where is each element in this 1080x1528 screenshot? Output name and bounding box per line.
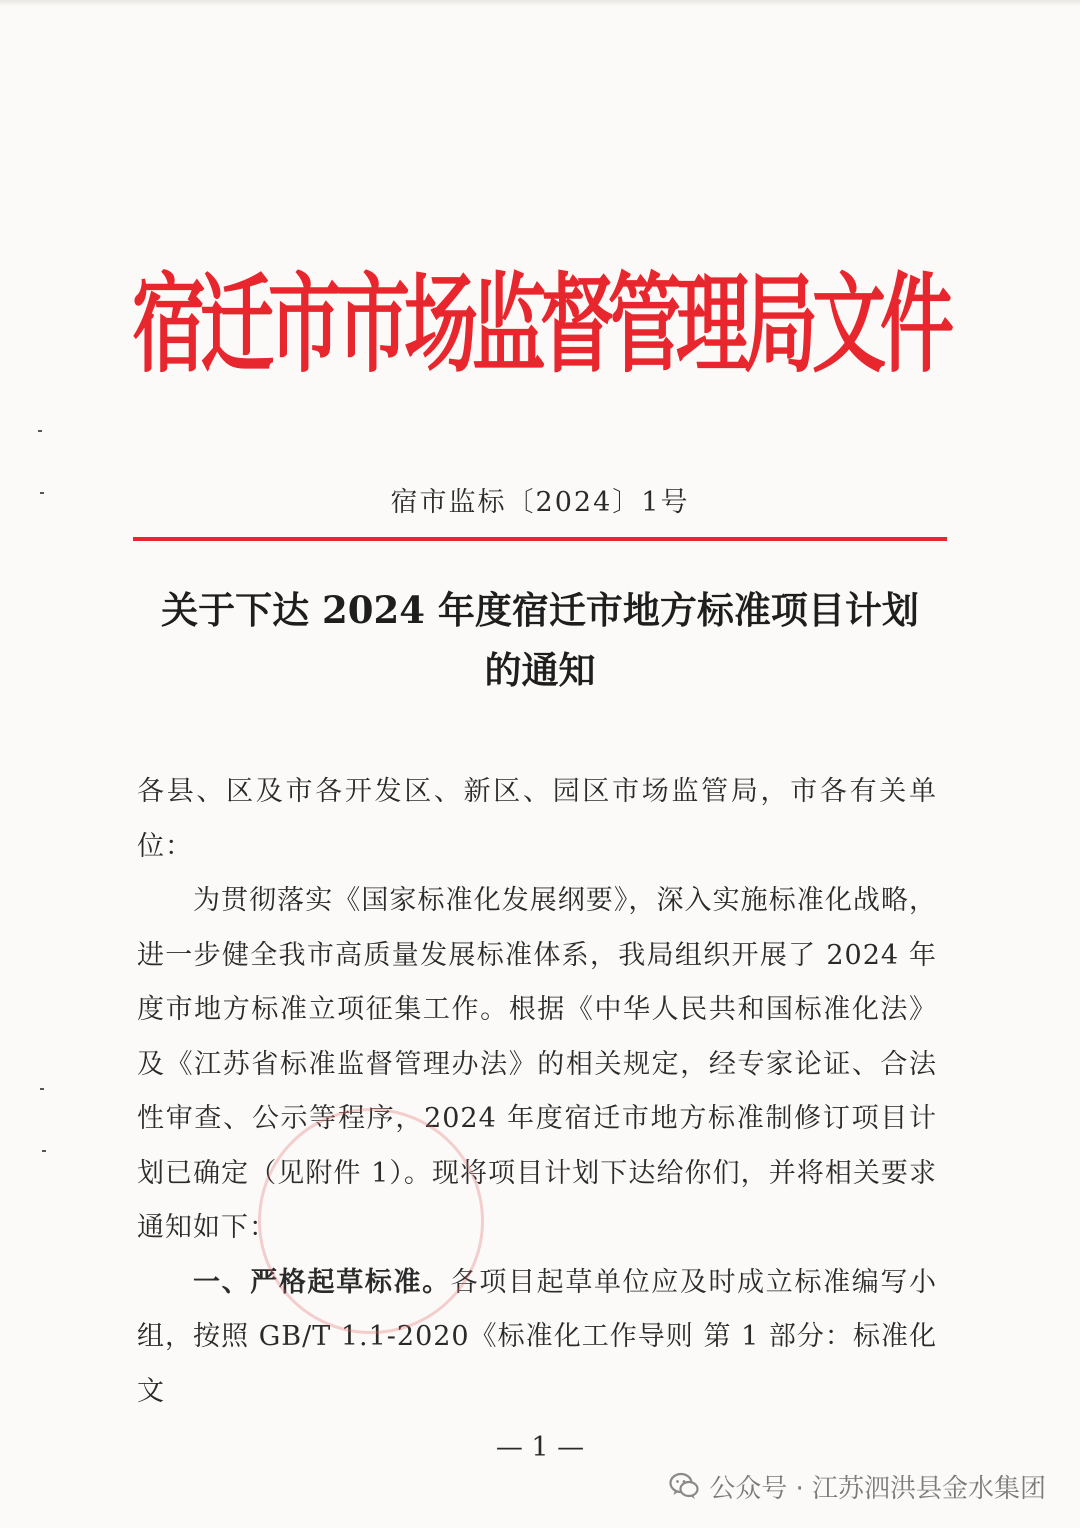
title-line-1: 关于下达 2024 年度宿迁市地方标准项目计划: [161, 588, 919, 632]
section-1-heading: 一、严格起草标准。: [193, 1266, 451, 1298]
watermark: [669, 1466, 1046, 1506]
document-title: [120, 580, 960, 700]
salutation: 各县、区及市各开发区、新区、园区市场监管局，市各有关单位：: [137, 776, 937, 862]
watermark-text: 公众号 · 江苏泗洪县金水集团: [709, 1473, 1046, 1504]
wechat-icon: [669, 1472, 699, 1500]
body-paragraph-1: 为贯彻落实《国家标准化发展纲要》，深入实施标准化战略，进一步健全我市高质量发展标准体系，我局组织开展了 2024 年度市地方标准立项征集工作。根据《中华人民共和国标准化法》及《江苏省标准监督管理办法》的相关规定，经专家论证、合法性审查、公示等程序，2024 年度宿迁市地方标准制修订项目计划已确定（见附件 1）。现将项目计划下达给你们，并将相关要求通知如下：: [137, 885, 937, 1243]
red-divider-line: [133, 537, 947, 541]
title-line-2: 的通知: [484, 648, 596, 692]
scan-artifact: [40, 1088, 44, 1090]
scan-artifact: [38, 430, 42, 432]
issuer-header: 宿迁市市场监督管理局文件: [132, 262, 948, 388]
document-body: [137, 765, 937, 1419]
scan-edge: [0, 0, 1080, 6]
scan-artifact: [40, 492, 44, 494]
section-1-text: 各项目起草单位应及时成立标准编写小组，按照 GB/T 1.1-2020《标准化工作导则 第 1 部分：标准化文: [137, 1266, 938, 1407]
page-number: — 1 —: [495, 1432, 585, 1463]
body-paragraph-section-1: [137, 1256, 937, 1420]
document-number: 宿市监标〔2024〕1号: [390, 487, 690, 518]
scan-artifact: [42, 1150, 46, 1152]
